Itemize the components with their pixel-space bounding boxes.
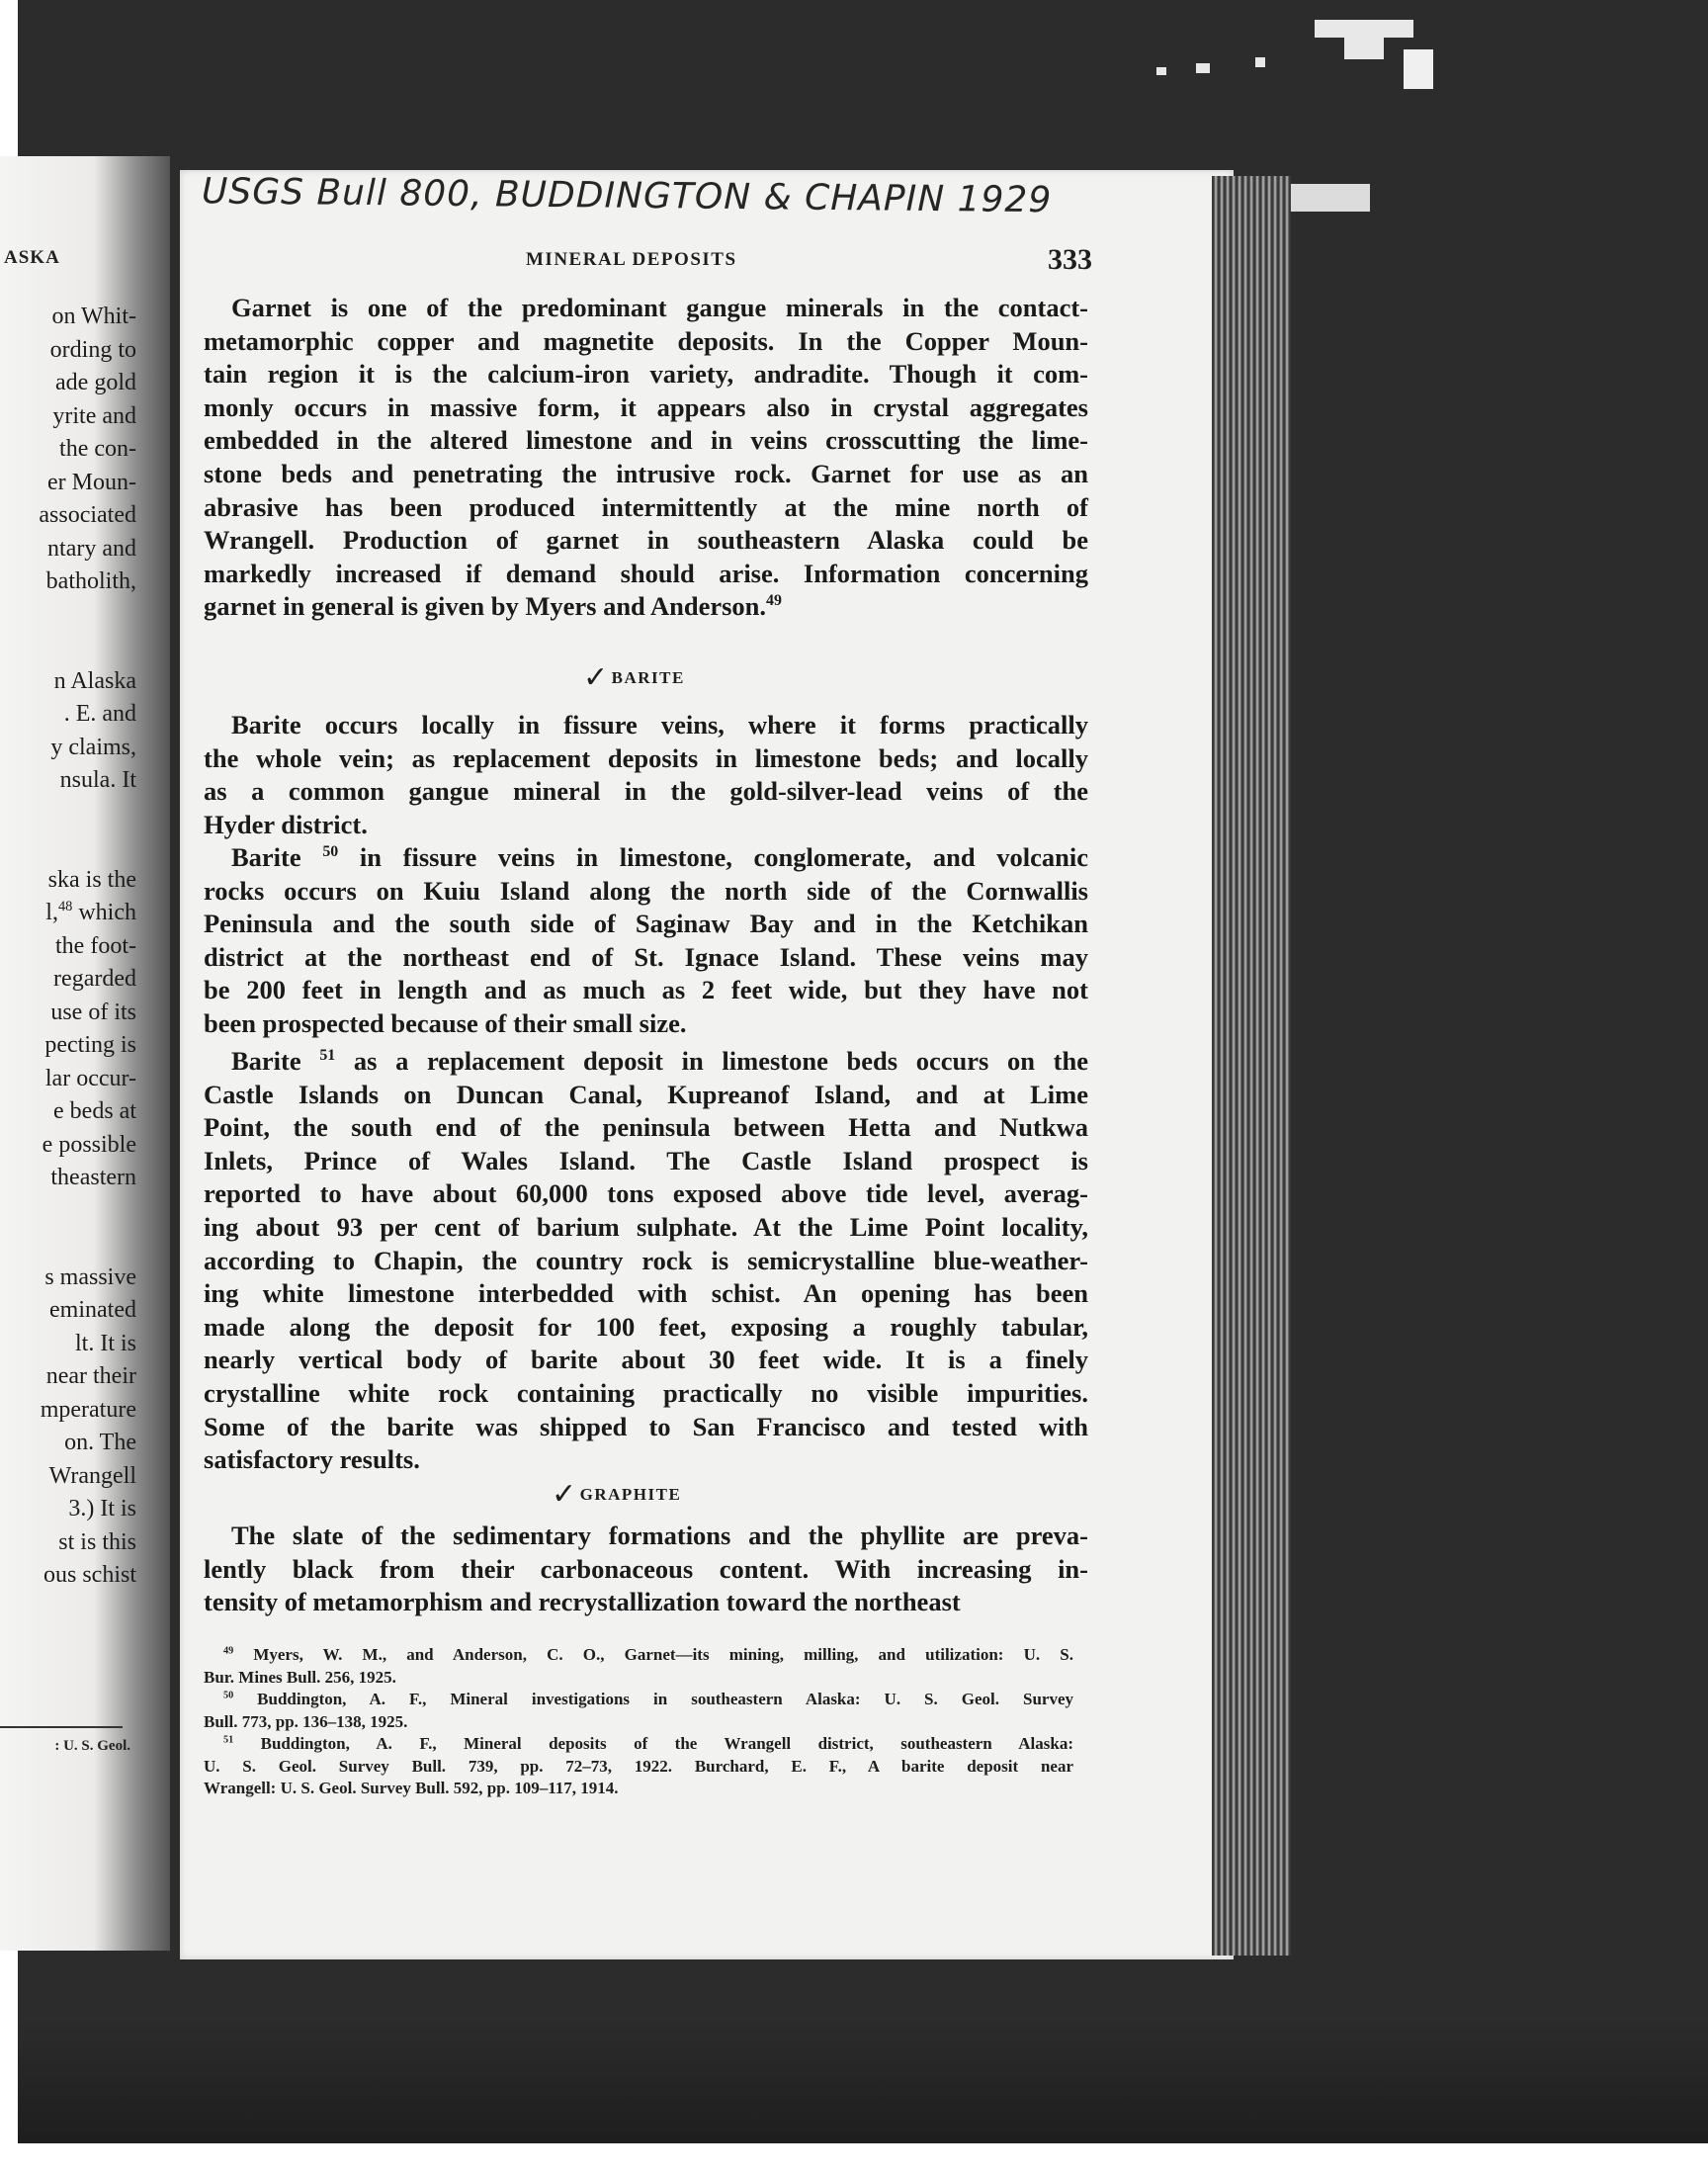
left-page-line: theastern (50, 1165, 136, 1190)
text-line: been prospected because of their small size. (204, 1008, 687, 1038)
book-page-edges (1212, 176, 1291, 1956)
handwritten-annotation: USGS Bull 800, BUDDINGTON & CHAPIN 1929 (201, 171, 1053, 221)
text-line: Garnet is one of the predominant gangue minerals in the contact- (231, 293, 1088, 322)
left-page-line: eminated (49, 1297, 136, 1323)
left-page-line (0, 599, 136, 633)
left-page-line: Wrangell (48, 1462, 136, 1489)
graphite-heading (552, 1473, 682, 1512)
left-page-line: the foot- (55, 932, 136, 959)
left-page-line: mperature (40, 1396, 136, 1423)
left-page-line: on. The (64, 1430, 136, 1455)
text-line: Point, the south end of the peninsula between Hetta and Nutkwa (204, 1112, 1088, 1143)
left-page-line: nsula. It (59, 767, 136, 793)
left-footnote: : U. S. Geol. (54, 1738, 130, 1754)
left-running-head: ASKA (4, 247, 60, 268)
left-page-line (0, 798, 136, 831)
left-page-line: ording to (49, 336, 136, 363)
page-edge-tab (1291, 184, 1370, 212)
text-line: Barite $^{51}$ as a replacement deposit in limestone beds occurs on the (231, 1046, 1088, 1076)
left-page-line: 3.) It is (68, 1496, 136, 1522)
text-line: lently black from their carbonaceous content. With increasing in- (204, 1553, 1088, 1584)
left-page-line: n Alaska (53, 667, 136, 694)
left-page-line: lt. It is (74, 1330, 136, 1356)
left-page-line: e beds at (53, 1098, 136, 1124)
text-line: Peninsula and the south side of Saginaw Bay and in the Ketchikan (204, 909, 1088, 939)
footnote-line: $^{51}$ Buddington, A. F., Mineral deposits of the Wrangell district, southeastern Alaska: (223, 1734, 1073, 1753)
text-line: satisfactory results. (204, 1444, 420, 1475)
text-line: rocks occurs on Kuiu Island along the north side of the Cornwallis (204, 875, 1088, 906)
text-line: crystalline white rock containing practically no visible impurities. (204, 1378, 1088, 1408)
left-page-line: st is this (58, 1528, 136, 1555)
text-line: tain region it is the calcium-iron variety, andradite. Though it com- (204, 359, 1088, 390)
text-line: reported to have about 60,000 tons exposed above tide level, averag- (204, 1178, 1088, 1209)
scan-specks (1137, 20, 1453, 99)
footnote-line: $^{50}$ Buddington, A. F., Mineral investigations in southeastern Alaska: U. S. Geol. Survey (223, 1690, 1073, 1708)
text-line: Inlets, Prince of Wales Island. The Castle Island prospect is (204, 1145, 1088, 1175)
footnote-line: U. S. Geol. Survey Bull. 739, pp. 72–73, 1922. Burchard, E. F., A barite deposit near (204, 1756, 1073, 1776)
left-page-line: s massive (44, 1263, 136, 1290)
left-page-line: . E. and (63, 701, 136, 727)
left-page-line: the con- (59, 436, 136, 462)
text-line: made along the deposit for 100 feet, exposing a roughly tabular, (204, 1311, 1088, 1342)
text-line: ing about 93 per cent of barium sulphate. At the Lime Point locality, (204, 1212, 1088, 1242)
left-page-line: ade gold (55, 370, 136, 395)
left-page-line: yrite and (52, 402, 136, 429)
text-line: Some of the barite was shipped to San Francisco and tested with (204, 1411, 1088, 1441)
left-page-line: near their (45, 1363, 136, 1389)
left-page-line: on Whit- (51, 304, 136, 329)
text-line: stone beds and penetrating the intrusive rock. Garnet for use as an (204, 459, 1088, 488)
left-page-line: y claims, (50, 734, 136, 760)
scan-background-bottom (18, 2017, 1708, 2143)
text-line: abrasive has been produced intermittently at the mine north of (204, 491, 1088, 522)
left-page-line (0, 830, 136, 864)
left-page-line: lar occur- (44, 1065, 136, 1091)
text-line: The slate of the sedimentary formations and the phyllite are preva- (231, 1521, 1088, 1550)
page-number: 333 (1048, 243, 1092, 276)
text-line: Barite $^{50}$ in fissure veins in limestone, conglomerate, and volcanic (231, 842, 1088, 872)
running-head: MINERAL DEPOSITS (526, 249, 737, 270)
text-line: be 200 feet in length and as much as 2 feet wide, but they have not (204, 975, 1088, 1005)
left-page-line (0, 632, 136, 665)
left-page-line: ous schist (43, 1562, 136, 1588)
left-page-line (0, 1195, 136, 1229)
left-page-line: ntary and (47, 535, 136, 562)
text-line: ing white limestone interbedded with schist. An opening has been (204, 1278, 1088, 1309)
text-line: the whole vein; as replacement deposits in limestone beds; and locally (204, 742, 1088, 773)
text-line: monly occurs in massive form, it appears also in crystal aggregates (204, 392, 1088, 422)
left-page-line: associated (39, 502, 136, 528)
text-line: Hyder district. (204, 809, 368, 839)
left-page-line: use of its (50, 999, 136, 1025)
left-page-line: er Moun- (47, 469, 136, 495)
text-line: markedly increased if demand should arise. Information concerning (204, 558, 1088, 588)
left-facing-page (0, 156, 170, 1951)
checkmark-icon: ✓ (583, 660, 610, 695)
text-line: nearly vertical body of barite about 30 feet wide. It is a finely (204, 1345, 1088, 1375)
text-line: Barite occurs locally in fissure veins, where it forms practically (231, 710, 1088, 740)
text-line: embedded in the altered limestone and in veins crosscutting the lime- (204, 425, 1088, 456)
text-line: district at the northeast end of St. Ignace Island. These veins may (204, 941, 1088, 972)
barite-heading (583, 656, 685, 695)
text-line: tensity of metamorphism and recrystallization toward the northeast (204, 1587, 961, 1617)
footnote-line: Bull. 773, pp. 136–138, 1925. (204, 1711, 408, 1731)
left-footnote-rule (0, 1726, 123, 1728)
checkmark-icon: ✓ (552, 1477, 578, 1512)
text-line: according to Chapin, the country rock is semicrystalline blue-weather- (204, 1245, 1088, 1275)
left-page-text (0, 301, 136, 1593)
text-line: Wrangell. Production of garnet in southeastern Alaska could be (204, 525, 1088, 556)
left-page-line: ska is the (47, 866, 136, 893)
left-page-line: l,$^{48}$ which (45, 899, 136, 925)
text-line: as a common gangue mineral in the gold-silver-lead veins of the (204, 776, 1088, 807)
left-page-line: batholith, (45, 568, 136, 594)
text-line: metamorphic copper and magnetite deposits. In the Copper Moun- (204, 325, 1088, 356)
left-page-line: e possible (42, 1131, 136, 1158)
barite-heading-label: BARITE (611, 668, 685, 687)
left-page-line (0, 1228, 136, 1262)
footnote-line: $^{49}$ Myers, W. M., and Anderson, C. O., Garnet—its mining, milling, and utilization: U. S. (223, 1645, 1073, 1664)
left-page-line: pecting is (44, 1032, 136, 1058)
left-page-line: regarded (53, 966, 136, 992)
graphite-heading-label: GRAPHITE (579, 1485, 682, 1504)
text-line: garnet in general is given by Myers and Anderson.$^{49}$ (204, 591, 782, 622)
footnote-line: Wrangell: U. S. Geol. Survey Bull. 592, pp. 109–117, 1914. (204, 1779, 619, 1797)
footnote-line: Bur. Mines Bull. 256, 1925. (204, 1667, 396, 1687)
text-line: Castle Islands on Duncan Canal, Kupreanof Island, and at Lime (204, 1079, 1088, 1109)
